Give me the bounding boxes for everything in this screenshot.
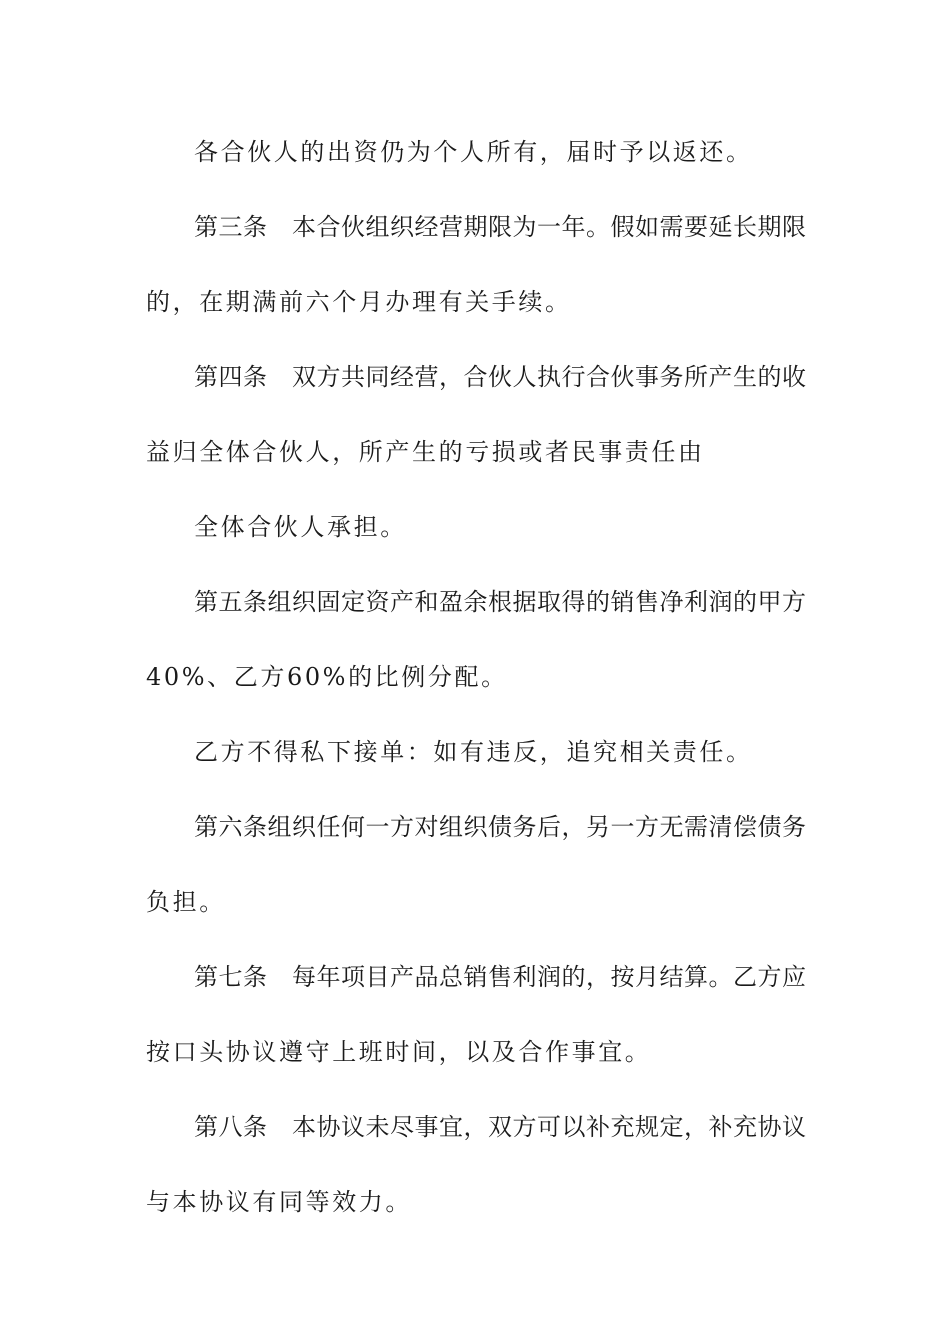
- paragraph-line: 各合伙人的出资仍为个人所有，届时予以返还。: [194, 138, 753, 166]
- paragraph-line: 与本协议有同等效力。: [146, 1188, 412, 1216]
- paragraph-line: 第三条 本合伙组织经营期限为一年。假如需要延长期限: [194, 213, 806, 241]
- paragraph-line: 全体合伙人承担。: [194, 513, 407, 541]
- paragraph-line: 按口头协议遵守上班时间，以及合作事宜。: [146, 1038, 652, 1066]
- paragraph-line: 第七条 每年项目产品总销售利润的，按月结算。乙方应: [194, 963, 806, 991]
- paragraph-line: 乙方不得私下接单：如有违反，追究相关责任。: [194, 738, 753, 766]
- paragraph-line: 益归全体合伙人，所产生的亏损或者民事责任由: [146, 438, 705, 466]
- paragraph-line: 第五条组织固定资产和盈余根据取得的销售净利润的甲方: [194, 588, 806, 616]
- paragraph-line: 的，在期满前六个月办理有关手续。: [146, 288, 572, 316]
- paragraph-line: 负担。: [146, 888, 226, 916]
- paragraph-line: 第六条组织任何一方对组织债务后，另一方无需清偿债务: [194, 813, 806, 841]
- paragraph-line: 第四条 双方共同经营，合伙人执行合伙事务所产生的收: [194, 363, 806, 391]
- paragraph-line: 40%、乙方60%的比例分配。: [146, 663, 508, 691]
- paragraph-line: 第八条 本协议未尽事宜，双方可以补充规定，补充协议: [194, 1113, 806, 1141]
